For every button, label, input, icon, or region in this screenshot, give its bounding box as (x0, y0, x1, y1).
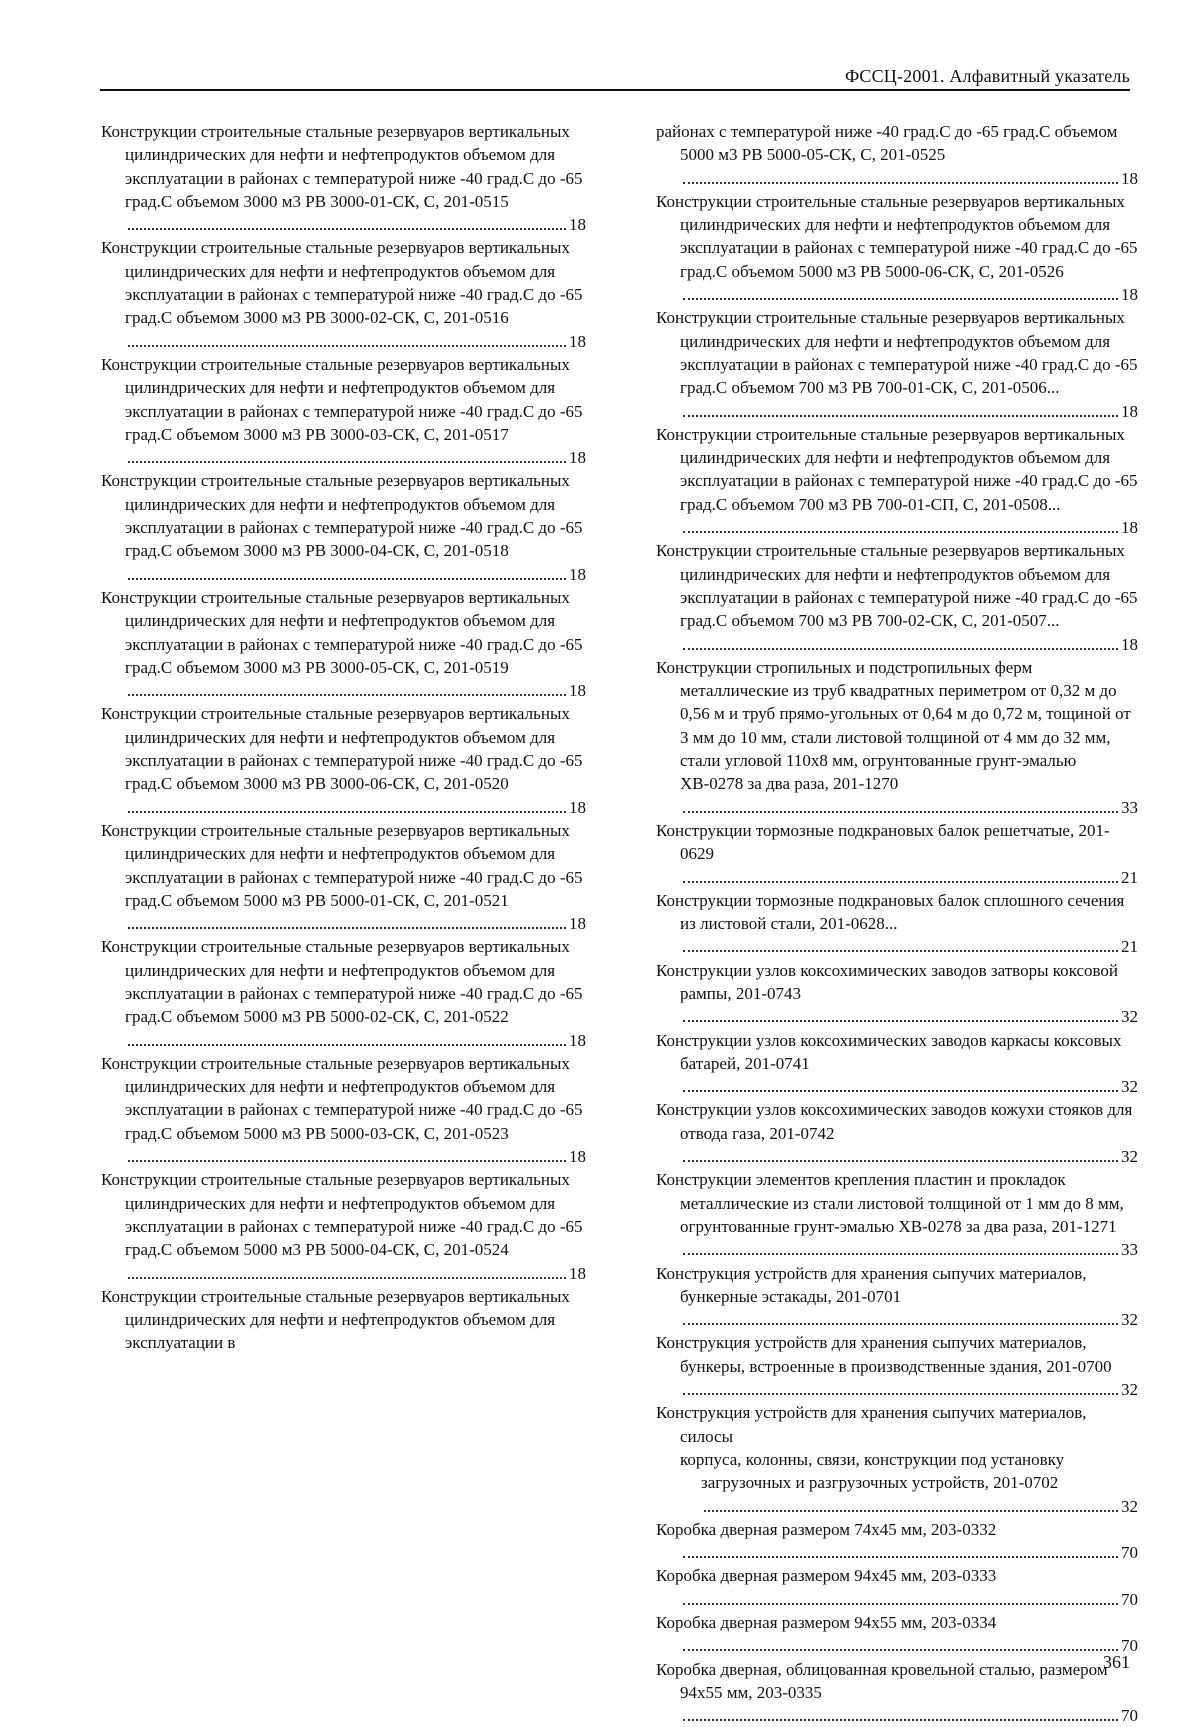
index-entry-page: 70 (1121, 1543, 1138, 1563)
index-entry-page: 33 (1121, 797, 1138, 817)
leader-line (125, 796, 586, 819)
dot-leader (683, 1160, 1118, 1162)
index-entry (656, 1029, 1138, 1099)
leader-line (701, 1495, 1138, 1518)
leader-line (680, 1238, 1138, 1261)
dot-leader (128, 345, 566, 347)
index-entry-page: 18 (569, 448, 586, 468)
index-entry-page: 21 (1121, 937, 1138, 957)
dot-leader (128, 927, 566, 929)
dot-leader (128, 461, 566, 463)
leader-line (125, 1029, 586, 1052)
leader-line (680, 1005, 1138, 1028)
dot-leader (683, 531, 1118, 533)
index-entry-text: Конструкции тормозные подкрановых балок решетчатые, 201-0629 (656, 820, 1110, 864)
index-entry-text: Конструкции строительные стальные резервуаров вертикальных цилиндрических для нефти и нефтепродуктов объемом для эксплуатации в районах с температурой ниже -40 град.С до -65 град.С объемом 3000 м3 РВ 3000-04-СК, С, 201-0518 (101, 471, 583, 561)
index-entry (656, 959, 1138, 1029)
dot-leader (683, 1253, 1118, 1255)
index-entry-text: Конструкции строительные стальные резервуаров вертикальных цилиндрических для нефти и нефтепродуктов объемом для эксплуатации в районах с температурой ниже -40 град.С до -65 град.С объемом 5000 м3 РВ 5000-03-СК, С, 201-0523 (101, 1053, 583, 1143)
index-entry (101, 586, 586, 702)
index-entry-text: Конструкции узлов коксохимических заводов каркасы коксовых батарей, 201-0741 (656, 1030, 1122, 1073)
leader-line (680, 866, 1138, 889)
index-entry (656, 1262, 1138, 1332)
leader-line (125, 1145, 586, 1168)
dot-leader (128, 1277, 566, 1279)
index-entry (101, 935, 586, 1051)
index-entry-text: Коробка дверная размером 74х45 мм, 203-0332 (656, 1519, 997, 1539)
index-entry-text: Конструкции тормозные подкрановых балок сплошного сечения из листовой стали, 201-0628... (656, 890, 1125, 934)
dot-leader (683, 811, 1118, 813)
leader-line (680, 1541, 1138, 1564)
index-entry-page: 32 (1121, 1077, 1138, 1097)
index-entry-text: Конструкция устройств для хранения сыпучих материалов, силосы (656, 1403, 1087, 1446)
dot-leader (683, 1719, 1118, 1721)
index-entry (656, 1098, 1138, 1168)
dot-leader (128, 578, 566, 580)
dot-leader (683, 182, 1118, 184)
dot-leader (704, 1510, 1118, 1512)
index-entry (101, 120, 586, 236)
index-entry-page: 18 (1121, 401, 1138, 421)
leader-line (680, 516, 1138, 539)
leader-line (680, 1075, 1138, 1098)
dot-leader (683, 1020, 1118, 1022)
index-entry-text: Конструкции строительные стальные резервуаров вертикальных цилиндрических для нефти и нефтепродуктов объемом для эксплуатации в районах с температурой ниже -40 град.С до -65 град.С объемом 3000 м3 РВ 3000-06-СК, С, 201-0520 (101, 704, 583, 794)
index-entry-text: Конструкции строительные стальные резервуаров вертикальных цилиндрических для нефти и нефтепродуктов объемом для эксплуатации в районах с температурой ниже -40 град.С до -65 град.С объемом 700 м3 РВ 700-02-СК, С, 201-0507... (656, 541, 1138, 631)
index-entry-text: Конструкции узлов коксохимических заводов кожухи стояков для отвода газа, 201-0742 (656, 1100, 1133, 1143)
index-entry (656, 190, 1138, 306)
index-entry-text: Конструкции строительные стальные резервуаров вертикальных цилиндрических для нефти и нефтепродуктов объемом для эксплуатации в районах с температурой ниже -40 град.С до -65 град.С объемом 5000 м3 РВ 5000-01-СК, С, 201-0521 (101, 820, 583, 910)
leader-line (680, 935, 1138, 958)
index-entry-page: 18 (569, 1147, 586, 1167)
leader-line (680, 1634, 1138, 1657)
index-entry (101, 819, 586, 935)
index-entry-page: 32 (1121, 1380, 1138, 1400)
index-entry-text: Конструкции строительные стальные резервуаров вертикальных цилиндрических для нефти и нефтепродуктов объемом для эксплуатации в (101, 1286, 570, 1353)
leader-line (125, 330, 586, 353)
leader-line (125, 679, 586, 702)
leader-line (680, 1308, 1138, 1331)
index-column-left (101, 120, 586, 1355)
index-entry-page: 18 (1121, 285, 1138, 305)
index-entry-text: Коробка дверная, облицованная кровельной сталью, размером 94х55 мм, 203-0335 (656, 1659, 1108, 1702)
index-entry (656, 1518, 1138, 1565)
index-entry-page: 18 (1121, 168, 1138, 188)
index-entry-text: Конструкции элементов крепления пластин и прокладок металлические из стали листовой толщиной от 1 мм до 8 мм, огрунтованные грунт-эмалью ХВ-0278 за два раза, 201-1271 (656, 1170, 1124, 1236)
index-entry-page: 18 (569, 331, 586, 351)
page-number: 361 (1103, 1652, 1130, 1672)
leader-line (680, 1145, 1138, 1168)
leader-line (680, 1588, 1138, 1611)
index-entry (656, 120, 1138, 190)
leader-line (680, 400, 1138, 423)
leader-line (125, 1262, 586, 1285)
index-entry (656, 656, 1138, 819)
dot-leader (683, 1556, 1118, 1558)
index-entry-page: 32 (1121, 1310, 1138, 1330)
dot-leader (128, 228, 566, 230)
index-entry (656, 423, 1138, 539)
index-entry-text: Конструкции строительные стальные резервуаров вертикальных цилиндрических для нефти и нефтепродуктов объемом для эксплуатации в районах с температурой ниже -40 град.С до -65 град.С объемом 3000 м3 РВ 3000-01-СК, С, 201-0515 (101, 122, 583, 211)
index-entry (656, 306, 1138, 422)
running-header: ФССЦ-2001. Алфавитный указатель (100, 66, 1130, 91)
index-entry (656, 819, 1138, 889)
leader-line (125, 446, 586, 469)
index-entry-text: Коробка дверная размером 94х55 мм, 203-0334 (656, 1613, 997, 1632)
index-entry (656, 1564, 1138, 1611)
index-entry-text: Конструкции строительные стальные резервуаров вертикальных цилиндрических для нефти и нефтепродуктов объемом для эксплуатации в районах с температурой ниже -40 град.С до -65 град.С объемом 3000 м3 РВ 3000-03-СК, С, 201-0517 (101, 354, 583, 444)
dot-leader (683, 1603, 1118, 1605)
dot-leader (128, 694, 566, 696)
index-entry-page: 18 (1121, 634, 1138, 654)
index-entry (656, 539, 1138, 655)
dot-leader (683, 1393, 1118, 1395)
index-entry (656, 1401, 1138, 1448)
index-entry-page: 70 (1121, 1589, 1138, 1609)
dot-leader (683, 950, 1118, 952)
index-entry (656, 1658, 1138, 1727)
dot-leader (683, 1323, 1118, 1325)
dot-leader (128, 1044, 566, 1046)
index-entry-page: 18 (569, 564, 586, 584)
index-entry-text: корпуса, колонны, связи, конструкции под установку загрузочных и разгрузочных устройств, 201-0702 (680, 1449, 1065, 1493)
dot-leader (128, 1160, 566, 1162)
leader-line (680, 633, 1138, 656)
index-entry-text: Конструкции строительные стальные резервуаров вертикальных цилиндрических для нефти и нефтепродуктов объемом для эксплуатации в районах с температурой ниже -40 град.С до -65 град.С объемом 5000 м3 РВ 5000-04-СК, С, 201-0524 (101, 1170, 583, 1260)
index-entry-text: районах с температурой ниже -40 град.С до -65 град.С объемом 5000 м3 РВ 5000-05-СК, С, 201-0525 (656, 122, 1118, 165)
index-entry-page: 18 (1121, 518, 1138, 538)
index-entry-text: Конструкции строительные стальные резервуаров вертикальных цилиндрических для нефти и нефтепродуктов объемом для эксплуатации в районах с температурой ниже -40 град.С до -65 град.С объемом 5000 м3 РВ 5000-06-СК, С, 201-0526 (656, 191, 1138, 281)
leader-line (680, 1378, 1138, 1401)
leader-line (680, 1704, 1138, 1727)
index-entry (656, 889, 1138, 959)
index-entry (656, 1611, 1138, 1658)
index-entry (101, 702, 586, 818)
index-entry-text: Конструкции узлов коксохимических заводов затворы коксовой рампы, 201-0743 (656, 960, 1119, 1003)
index-entry (101, 1052, 586, 1168)
leader-line (125, 912, 586, 935)
index-entry (101, 1168, 586, 1284)
index-entry-text: Коробка дверная размером 94х45 мм, 203-0333 (656, 1566, 997, 1586)
index-entry-page: 32 (1121, 1147, 1138, 1167)
index-entry-text: Конструкция устройств для хранения сыпучих материалов, бункерные эстакады, 201-0701 (656, 1263, 1087, 1306)
index-entry-text: Конструкции строительные стальные резервуаров вертикальных цилиндрических для нефти и нефтепродуктов объемом для эксплуатации в районах с температурой ниже -40 град.С до -65 град.С объемом 3000 м3 РВ 3000-05-СК, С, 201-0519 (101, 587, 583, 677)
index-entry (101, 236, 586, 352)
dot-leader (683, 1090, 1118, 1092)
index-entry-page: 18 (569, 1030, 586, 1050)
index-entry-page: 18 (569, 914, 586, 934)
index-entry (656, 1331, 1138, 1401)
dot-leader (683, 415, 1118, 417)
index-entry-text: Конструкция устройств для хранения сыпучих материалов, бункеры, встроенные в производственные здания, 201-0700 (656, 1333, 1112, 1376)
index-entry-text: Конструкции строительные стальные резервуаров вертикальных цилиндрических для нефти и нефтепродуктов объемом для эксплуатации в районах с температурой ниже -40 град.С до -65 град.С объемом 700 м3 РВ 700-01-СП, С, 201-0508... (656, 424, 1138, 514)
dot-leader (683, 881, 1118, 883)
index-entry-text: Конструкции строительные стальные резервуаров вертикальных цилиндрических для нефти и нефтепродуктов объемом для эксплуатации в районах с температурой ниже -40 град.С до -65 град.С объемом 3000 м3 РВ 3000-02-СК, С, 201-0516 (101, 238, 583, 328)
index-entry-page: 18 (569, 215, 586, 235)
index-entry-page: 18 (569, 1263, 586, 1283)
leader-line (680, 167, 1138, 190)
index-entry (656, 1448, 1138, 1518)
index-entry-page: 21 (1121, 867, 1138, 887)
index-entry-page: 32 (1121, 1496, 1138, 1516)
index-entry (656, 1168, 1138, 1261)
index-entry-text: Конструкции строительные стальные резервуаров вертикальных цилиндрических для нефти и нефтепродуктов объемом для эксплуатации в районах с температурой ниже -40 град.С до -65 град.С объемом 700 м3 РВ 700-01-СК, С, 201-0506... (656, 308, 1138, 398)
index-entry-page: 70 (1121, 1706, 1138, 1726)
index-column-right (656, 120, 1138, 1727)
index-entry-page: 18 (569, 681, 586, 701)
index-entry-text: Конструкции стропильных и подстропильных ферм металлические из труб квадратных периметром от 0,32 м до 0,56 м и труб прямо-угольных от 0,64 м до 0,72 м, тощиной от 3 мм до 10 мм, стали листовой толщиной от 4 мм до 32 мм, стали угловой 110х8 мм, огрунтованные грунт-эмалью ХВ-0278 за два раза, 201-1270 (656, 657, 1131, 794)
dot-leader (683, 298, 1118, 300)
dot-leader (128, 811, 566, 813)
dot-leader (683, 1649, 1118, 1651)
index-entry-page: 33 (1121, 1240, 1138, 1260)
leader-line (680, 283, 1138, 306)
leader-line (125, 213, 586, 236)
leader-line (125, 563, 586, 586)
index-entry (101, 469, 586, 585)
dot-leader (683, 648, 1118, 650)
index-entry (101, 1285, 586, 1355)
index-entry-text: Конструкции строительные стальные резервуаров вертикальных цилиндрических для нефти и нефтепродуктов объемом для эксплуатации в районах с температурой ниже -40 град.С до -65 град.С объемом 5000 м3 РВ 5000-02-СК, С, 201-0522 (101, 937, 583, 1027)
leader-line (680, 796, 1138, 819)
index-entry-page: 70 (1121, 1636, 1138, 1656)
index-entry (101, 353, 586, 469)
index-entry-page: 18 (569, 797, 586, 817)
index-entry-page: 32 (1121, 1007, 1138, 1027)
